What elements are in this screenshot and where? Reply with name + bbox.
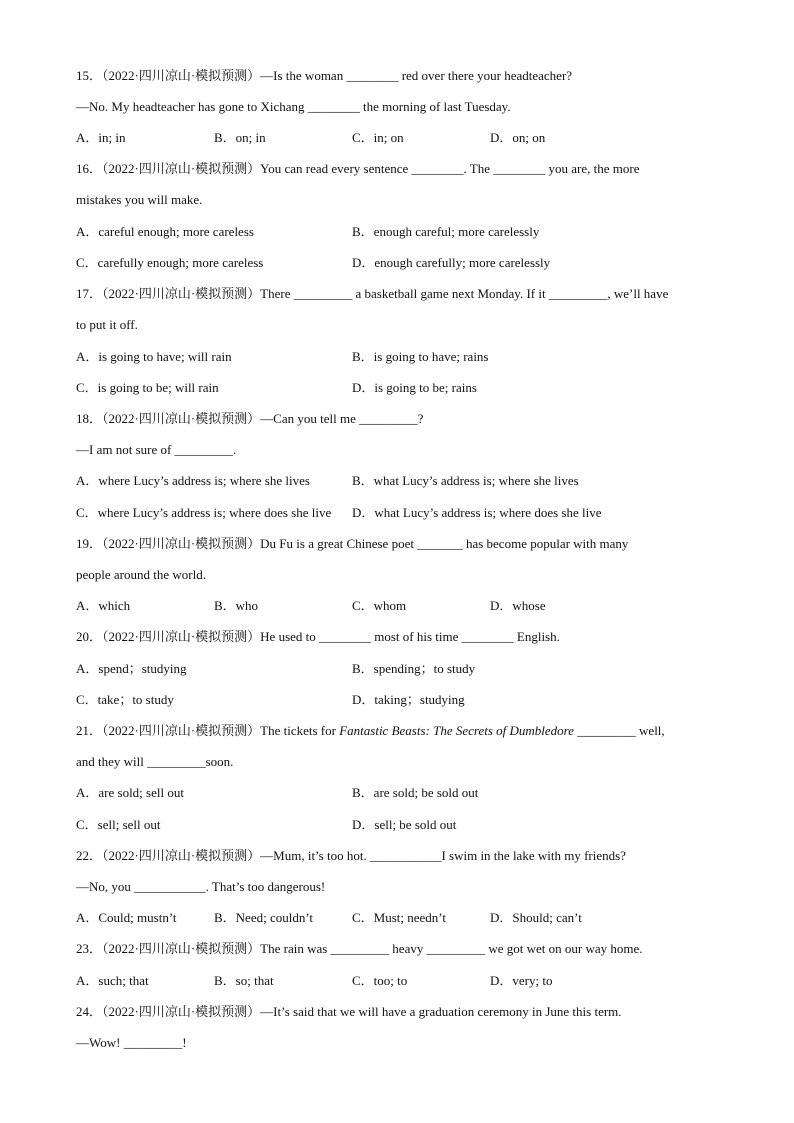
q18-option-c[interactable]: C．where Lucy’s address is; where does she live [76, 505, 332, 520]
q19-stem-line2: people around the world. [76, 567, 206, 582]
q17-stem-line2: to put it off. [76, 317, 138, 332]
q17-option-b[interactable]: B．is going to have; rains [352, 349, 489, 364]
q22-option-c[interactable]: C．Must; needn’t [352, 910, 447, 925]
q18-option-a[interactable]: A．where Lucy’s address is; where she lives [76, 473, 310, 488]
q20-stem-line1: 20．（2022·四川凉山·模拟预测）He used to ________ most of his time ________ English. [76, 629, 560, 644]
q18-option-d[interactable]: D．what Lucy’s address is; where does she live [352, 505, 602, 520]
q19-option-b[interactable]: B．who [214, 598, 259, 613]
q21-option-c[interactable]: C．sell; sell out [76, 817, 161, 832]
q19-option-c[interactable]: C．whom [352, 598, 407, 613]
q19-stem-line1: 19．（2022·四川凉山·模拟预测）Du Fu is a great Chinese poet _______ has become popular with many [76, 536, 629, 551]
q22-stem-line1: 22．（2022·四川凉山·模拟预测）—Mum, it’s too hot. ___________I swim in the lake with my friends? [76, 848, 626, 863]
q21-movie-title: Fantastic Beasts: The Secrets of Dumbledore [339, 723, 575, 738]
q23-option-a[interactable]: A．such; that [76, 973, 149, 988]
q21-stem-prefix: 21．（2022·四川凉山·模拟预测）The tickets for [76, 723, 340, 738]
q21-option-b[interactable]: B．are sold; be sold out [352, 785, 479, 800]
q21-option-a[interactable]: A．are sold; sell out [76, 785, 184, 800]
q23-option-d[interactable]: D．very; to [490, 973, 553, 988]
q20-option-d[interactable]: D．taking；studying [352, 692, 465, 707]
q21-stem-suffix: _________ well, [574, 723, 665, 738]
q19-option-a[interactable]: A．which [76, 598, 131, 613]
q17-option-a[interactable]: A．is going to have; will rain [76, 349, 232, 364]
q18-stem-line1: 18．（2022·四川凉山·模拟预测）—Can you tell me _________? [76, 411, 424, 426]
q17-option-d[interactable]: D．is going to be; rains [352, 380, 477, 395]
q22-option-b[interactable]: B．Need; couldn’t [214, 910, 314, 925]
q23-stem-line1: 23．（2022·四川凉山·模拟预测）The rain was _________ heavy _________ we got wet on our way home. [76, 941, 643, 956]
q16-option-a[interactable]: A．careful enough; more careless [76, 224, 254, 239]
q15-stem-line2: —No. My headteacher has gone to Xichang ________ the morning of last Tuesday. [76, 99, 511, 114]
q23-option-b[interactable]: B．so; that [214, 973, 274, 988]
q17-option-c[interactable]: C．is going to be; will rain [76, 380, 219, 395]
q20-option-c[interactable]: C．take；to study [76, 692, 174, 707]
q18-stem-line2: —I am not sure of _________. [76, 442, 237, 457]
q21-option-d[interactable]: D．sell; be sold out [352, 817, 457, 832]
q20-option-b[interactable]: B．spending；to study [352, 661, 476, 676]
q21-stem-line2: and they will _________soon. [76, 754, 234, 769]
q22-stem-line2: —No, you ___________. That’s too dangerous! [76, 879, 326, 894]
q15-stem-line1: 15．（2022·四川凉山·模拟预测）—Is the woman ________ red over there your headteacher? [76, 68, 573, 83]
q16-stem-line1: 16．（2022·四川凉山·模拟预测）You can read every sentence ________. The ________ you are, the more [76, 161, 640, 176]
q22-option-a[interactable]: A．Could; mustn’t [76, 910, 177, 925]
q18-option-b[interactable]: B．what Lucy’s address is; where she lives [352, 473, 579, 488]
q17-stem-line1: 17．（2022·四川凉山·模拟预测）There _________ a basketball game next Monday. If it _________, we’ll have [76, 286, 669, 301]
q24-stem-line1: 24．（2022·四川凉山·模拟预测）—It’s said that we will have a graduation ceremony in June this term. [76, 1004, 622, 1019]
q15-option-b[interactable]: B．on; in [214, 130, 266, 145]
q16-option-c[interactable]: C．carefully enough; more careless [76, 255, 264, 270]
q24-stem-line2: —Wow! _________! [76, 1035, 187, 1050]
q22-option-d[interactable]: D．Should; can’t [490, 910, 582, 925]
q21-stem-line1 [76, 722, 734, 740]
q23-option-c[interactable]: C．too; to [352, 973, 408, 988]
q16-option-d[interactable]: D．enough carefully; more carelessly [352, 255, 551, 270]
q16-option-b[interactable]: B．enough careful; more carelessly [352, 224, 540, 239]
q20-option-a[interactable]: A．spend；studying [76, 661, 187, 676]
q15-option-a[interactable]: A．in; in [76, 130, 126, 145]
q16-stem-line2: mistakes you will make. [76, 192, 203, 207]
q19-option-d[interactable]: D．whose [490, 598, 546, 613]
q15-option-c[interactable]: C．in; on [352, 130, 404, 145]
q15-option-d[interactable]: D．on; on [490, 130, 546, 145]
